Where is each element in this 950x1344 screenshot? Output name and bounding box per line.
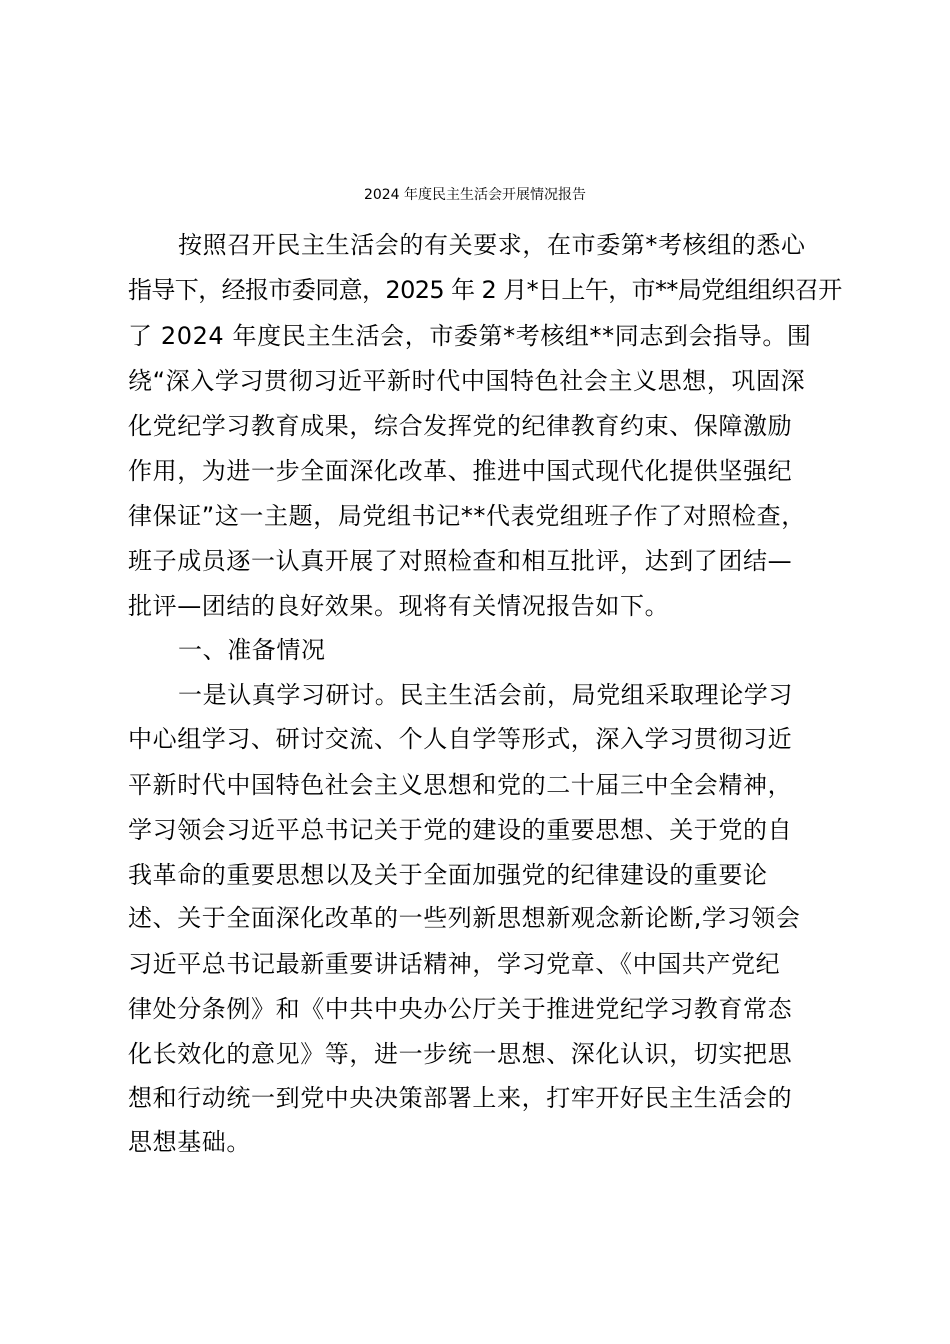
paragraph-line: 律保证”这一主题，局党组书记**代表党组班子作了对照检查， — [128, 502, 806, 530]
paragraph-line: 思想基础。 — [128, 1128, 251, 1156]
document-title: 2024 年度民主生活会开展情况报告 — [363, 187, 587, 203]
paragraph-line: 学习领会习近平总书记关于党的建设的重要思想、关于党的自 — [128, 816, 793, 844]
paragraph-line: 按照召开民主生活会的有关要求，在市委第*考核组的悉心 — [178, 231, 806, 259]
paragraph-line: 中心组学习、研讨交流、个人自学等形式，深入学习贯彻习近 — [128, 725, 793, 753]
paragraph-line: 我革命的重要思想以及关于全面加强党的纪律建设的重要论 — [128, 861, 768, 889]
paragraph-line: 绕“深入学习贯彻习近平新时代中国特色社会主义思想，巩固深 — [128, 367, 806, 395]
paragraph-line: 律处分条例》和《中共中央办公厅关于推进党纪学习教育常态 — [128, 995, 793, 1023]
section-heading: 一、准备情况 — [178, 636, 326, 664]
paragraph-line: 述、关于全面深化改革的一些列新思想新观念新论断,学习领会 — [128, 904, 801, 932]
paragraph-line: 班子成员逐一认真开展了对照检查和相互批评，达到了团结— — [128, 547, 793, 575]
paragraph-line: 作用，为进一步全面深化改革、推进中国式现代化提供坚强纪 — [128, 457, 793, 485]
paragraph-line: 批评—团结的良好效果。现将有关情况报告如下。 — [128, 592, 670, 620]
paragraph-line: 指导下，经报市委同意，2025 年 2 月*日上午，市**局党组组织召开 — [128, 276, 842, 304]
paragraph-line: 了 2024 年度民主生活会，市委第*考核组**同志到会指导。围 — [128, 322, 812, 350]
paragraph-line: 一是认真学习研讨。民主生活会前，局党组采取理论学习 — [178, 681, 793, 709]
paragraph-line: 习近平总书记最新重要讲话精神，学习党章、《中国共产党纪 — [128, 950, 781, 978]
paragraph-line: 化党纪学习教育成果，综合发挥党的纪律教育约束、保障激励 — [128, 412, 793, 440]
paragraph-line: 化长效化的意见》等，进一步统一思想、深化认识，切实把思 — [128, 1040, 793, 1068]
paragraph-line: 平新时代中国特色社会主义思想和党的二十届三中全会精神， — [128, 771, 793, 799]
paragraph-line: 想和行动统一到党中央决策部署上来，打牢开好民主生活会的 — [128, 1084, 793, 1112]
